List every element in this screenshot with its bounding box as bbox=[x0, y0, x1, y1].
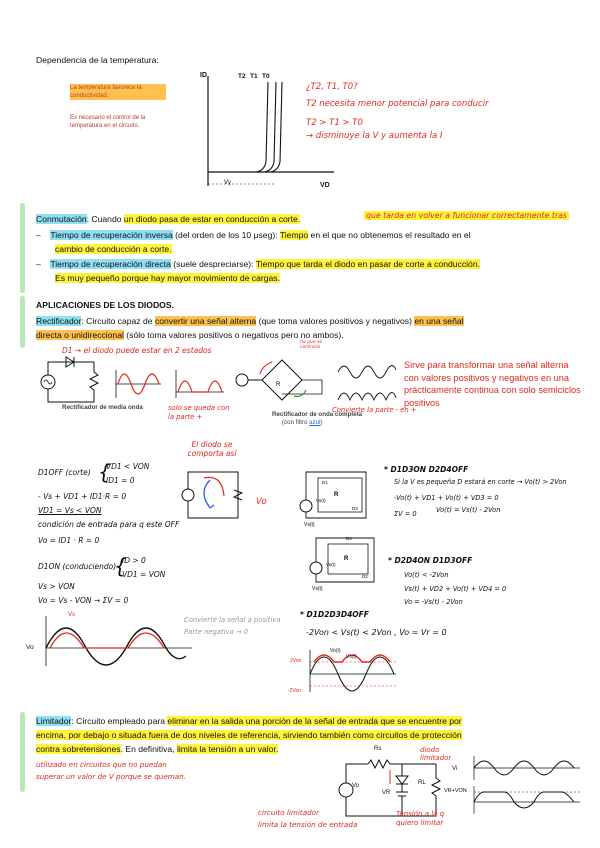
limitador-line-1: Limitador: Circuito empleado para eliminar en la salida una porción de la señal de entrada que se encuentre por bbox=[36, 716, 462, 726]
svg-text:Vs(t): Vs(t) bbox=[304, 522, 315, 528]
hw-half-note: solo se queda con la parte + bbox=[168, 404, 230, 421]
on-cond-2: VD1 = VON bbox=[122, 570, 166, 579]
wave-label-vo: Vo bbox=[26, 644, 34, 651]
off-cond-entry: condición de entrada para q este OFF bbox=[38, 520, 180, 529]
bullet-2-term: Tiempo de recuperación directa bbox=[50, 259, 171, 269]
curve-label-t0: T0 bbox=[262, 73, 270, 80]
filter-link[interactable]: azul bbox=[309, 419, 321, 426]
hw-temp-3: → disminuye la V y aumenta la I bbox=[306, 131, 443, 141]
case-3-line-1: -2Von < Vs(t) < 2Von , Vo = Vr = 0 bbox=[306, 628, 447, 637]
temp-title: Dependencia de la temperatura: bbox=[36, 55, 159, 65]
svg-text:R: R bbox=[276, 382, 281, 388]
svg-text:D1: D1 bbox=[322, 480, 328, 485]
rectificador-line-1: Rectificador: Circuito capaz de convertir una señal alterna (que toma valores positivos y negativos) en una señal bbox=[36, 316, 464, 326]
hw-limita-tension: limita la tensión de entrada bbox=[258, 820, 358, 829]
off-eq-1: - Vs + VD1 + ID1·R = 0 bbox=[38, 492, 127, 501]
hw-full-note: Convierte la parte - en + bbox=[332, 406, 417, 414]
bullet-2: – Tiempo de recuperación directa (suele despreciarse): Tiempo que tarda el diodo en pasar de corte a conducción. bbox=[36, 259, 480, 269]
curve-label-t1: T1 bbox=[250, 73, 258, 80]
hw-d1-states: D1 → el diodo puede estar en 2 estados bbox=[62, 346, 212, 355]
wave-note-2: Parte negativa → 0 bbox=[184, 628, 249, 636]
curve-label-t2: T2 bbox=[238, 73, 246, 80]
full-wave-waveforms bbox=[336, 360, 398, 406]
brace-on: { bbox=[114, 554, 127, 578]
half-wave-rectifier-diagram bbox=[36, 352, 228, 412]
bullet-2-cont: Es muy pequeño porque hay mayor movimiento de cargas. bbox=[55, 273, 280, 283]
graph-label-vs: Vs(t) bbox=[346, 654, 357, 660]
temp-note-2: Es necesario el control de la temperatura en el circuito. bbox=[70, 115, 146, 129]
half-wave-output-wave bbox=[36, 612, 196, 670]
on-eq-1: Vs > VON bbox=[38, 582, 75, 591]
diode-behaviour-circuit bbox=[174, 466, 252, 528]
bullet-1: – Tiempo de recuperación inversa (del orden de los 10 μseg): Tiempo en el que no obtenemos el resultado en el bbox=[36, 230, 471, 240]
bridge-circuit-1 bbox=[296, 462, 376, 528]
conmutacion-highlight: un diodo pasa de estar en conducción a corte. bbox=[123, 214, 301, 224]
curve-t2 bbox=[208, 82, 268, 172]
svg-text:D2: D2 bbox=[362, 574, 368, 579]
green-margin-bar-3 bbox=[20, 712, 25, 792]
off-cond-2: ID1 = 0 bbox=[106, 476, 135, 485]
case-3-title: * D1D2D3D4OFF bbox=[300, 610, 369, 619]
label-vr-von: VR+VON bbox=[444, 788, 467, 794]
full-wave-rectifier-diagram bbox=[232, 350, 332, 408]
limiter-waveforms bbox=[462, 752, 582, 816]
wave-note-1: Convierte la señal a positiva bbox=[184, 616, 281, 624]
red-description: Sirve para transformar una señal alterna con valores positivos y negativos en una prácticamente continua con solo semiciclos positivos bbox=[404, 360, 581, 408]
limitador-line-2: encima, por debajo o situada fuera de dos niveles de referencia, sirviendo también como circuitos de protección bbox=[36, 730, 462, 740]
case-2-line-2: Vs(t) + VD2 + Vo(t) + VD4 = 0 bbox=[404, 585, 507, 593]
wave-label-vs: Vs bbox=[68, 612, 76, 618]
off-cond-1: VD1 < VON bbox=[106, 462, 150, 471]
bullet-1-term: Tiempo de recuperación inversa bbox=[50, 230, 173, 240]
case-1-title: * D1D3ON D2D4OFF bbox=[384, 465, 469, 474]
svg-text:R: R bbox=[334, 492, 339, 498]
off-eq-3: Vo = ID1 · R = 0 bbox=[38, 536, 100, 545]
limitador-line-3: contra sobretensiones. En definitiva, limita la tensión a un valor. bbox=[36, 744, 279, 754]
label-vi: Vi bbox=[452, 766, 458, 772]
label-rs: Rs bbox=[374, 746, 382, 752]
bullet-1-cont: cambio de conducción a corte. bbox=[55, 244, 172, 254]
on-title: D1ON (conduciendo) bbox=[38, 562, 117, 571]
case-2-title: * D2D4ON D1D3OFF bbox=[388, 556, 473, 565]
green-margin-bar-1 bbox=[20, 203, 25, 293]
svg-text:Vs(t): Vs(t) bbox=[312, 586, 323, 592]
rectificador-term: Rectificador bbox=[36, 316, 82, 326]
hw-diode-behaves: El diodo se comporta así bbox=[187, 440, 237, 458]
graph-label-2von: 2Von bbox=[290, 658, 302, 664]
case-1-line-2: -Vo(t) + VD1 + Vo(t) + VD3 = 0 bbox=[394, 494, 499, 502]
label-rl: RL bbox=[418, 780, 426, 786]
green-margin-bar-2 bbox=[20, 296, 25, 348]
hw-tiny-note: ha que es contrario bbox=[300, 340, 323, 350]
hw-tension-limitar: Tensión a la q quiero limitar bbox=[396, 810, 445, 827]
off-eq-2: VD1 = Vs < VON bbox=[38, 506, 102, 515]
case-1-sum: ΣV = 0 bbox=[394, 510, 417, 518]
case-1-line-1: Si la V es pequeña D estará en corte → Vo(t) > 2Von bbox=[394, 478, 567, 486]
graph-label-vo: Vo(t) bbox=[330, 648, 341, 654]
caption-filter: (con filtro azul) bbox=[282, 419, 323, 426]
brace-off: { bbox=[98, 460, 111, 484]
svg-text:R: R bbox=[344, 556, 349, 562]
hw-diodo-limitador: diodo limitador bbox=[420, 746, 452, 762]
off-title: D1OFF (corte) bbox=[38, 468, 91, 477]
hw-vo-mid: Vo bbox=[256, 497, 267, 507]
caption-half-wave: Rectificador de media onda bbox=[62, 404, 143, 411]
svg-text:D4: D4 bbox=[346, 536, 352, 541]
case-2-line-3: Vo = -Vs(t) - 2Von bbox=[404, 598, 463, 606]
hw-temp-2: T2 > T1 > T0 bbox=[306, 118, 363, 128]
svg-text:Vo(t): Vo(t) bbox=[326, 562, 336, 567]
hw-temp-question: ¿T2, T1, T0? bbox=[306, 82, 358, 92]
axis-label-vd: VD bbox=[320, 182, 330, 189]
limitador-term: Limitador bbox=[36, 716, 72, 726]
rectificador-line-2: directa o unidireccional (sólo toma valores positivos o negativos pero no ambos). bbox=[36, 330, 344, 340]
aplicaciones-heading: APLICACIONES DE LOS DIODOS. bbox=[36, 300, 174, 310]
conmutacion-line: Conmutación: Cuando un diodo pasa de estar en conducción a corte. bbox=[36, 214, 301, 224]
hw-limitador-2: superar un valor de V porque se queman. bbox=[36, 772, 187, 781]
label-vo-lim: Vo bbox=[352, 783, 360, 789]
case-2-line-1: Vo(t) < -2Von bbox=[404, 571, 449, 579]
caption-full-wave: Rectificador de onda completa bbox=[272, 411, 363, 418]
svg-text:D3: D3 bbox=[352, 506, 358, 511]
hw-limitador-1: utilizado en circuitos que no puedan bbox=[36, 760, 167, 769]
on-cond-1: ID > 0 bbox=[122, 556, 146, 565]
hw-circuito-limitador: circuito limitador bbox=[258, 808, 320, 817]
case-1-line-3: Vo(t) = Vs(t) - 2Von bbox=[436, 506, 501, 514]
svg-text:Vo(t): Vo(t) bbox=[316, 498, 326, 503]
hw-temp-1: T2 necesita menor potencial para conducir bbox=[306, 99, 489, 109]
curve-t0 bbox=[208, 82, 282, 172]
temp-note-1: La temperatura favorece la conductividad. bbox=[70, 84, 166, 100]
axis-label-id: ID bbox=[200, 72, 207, 79]
vy-label: Vγ bbox=[224, 180, 232, 186]
graph-label-neg2von: -2Von bbox=[288, 688, 302, 694]
full-wave-output-graph bbox=[290, 646, 400, 694]
on-eq-2: Vo = Vs - VON → ΣV = 0 bbox=[38, 596, 129, 605]
conmutacion-term: Conmutación bbox=[36, 214, 87, 224]
hw-conmutacion-note: que tarda en volver a funcionar correctamente tras bbox=[366, 211, 567, 220]
bridge-circuit-2 bbox=[306, 530, 382, 592]
label-vr: VR bbox=[382, 790, 391, 796]
